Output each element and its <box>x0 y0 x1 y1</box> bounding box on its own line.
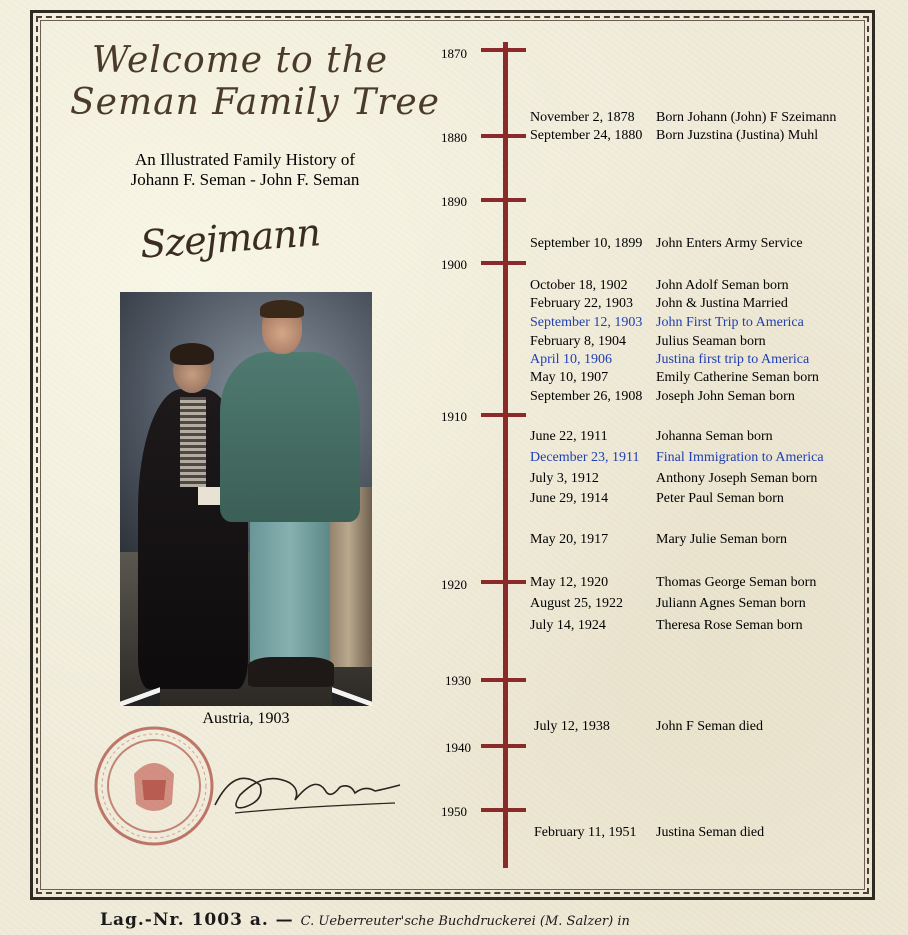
tick-1870 <box>481 48 526 52</box>
event-date: July 14, 1924 <box>530 618 606 633</box>
year-label: 1910 <box>441 409 467 424</box>
tick-1890 <box>481 198 526 202</box>
event-text-link[interactable]: Justina first trip to America <box>656 352 810 367</box>
title-line-1: Welcome to the <box>91 40 389 81</box>
tick-1940 <box>481 744 526 748</box>
event-text: John F Seman died <box>656 719 763 734</box>
event-date: June 22, 1911 <box>530 429 608 444</box>
wax-seal-stamp <box>90 722 218 850</box>
woman-lace <box>180 397 206 487</box>
event-date: May 10, 1907 <box>530 370 609 385</box>
event-text: John & Justina Married <box>656 296 788 311</box>
subtitle-line-2: Johann F. Seman - John F. Seman <box>130 170 360 189</box>
year-label: 1890 <box>441 194 467 209</box>
year-label: 1870 <box>441 46 467 61</box>
footer-main: Lag.-Nr. 1003 a. — <box>100 910 294 930</box>
event-text: Emily Catherine Seman born <box>656 370 819 385</box>
year-label: 1930 <box>445 673 471 688</box>
event-date: September 26, 1908 <box>530 389 643 404</box>
event-date: November 2, 1878 <box>530 110 635 125</box>
man-boots <box>248 657 334 687</box>
event-date: October 18, 1902 <box>530 278 628 293</box>
event-date: July 12, 1938 <box>534 719 610 734</box>
woman-book <box>198 487 222 505</box>
man-hair <box>260 300 304 318</box>
page-title <box>70 40 440 124</box>
tick-1910 <box>481 413 526 417</box>
photo-caption: Austria, 1903 <box>202 710 290 727</box>
subtitle <box>80 150 410 190</box>
footer-small: C. Ueberreuter'sche Buchdruckerei (M. Salzer) in <box>300 914 630 929</box>
tick-1900 <box>481 261 526 265</box>
year-label: 1880 <box>441 130 467 145</box>
event-text: Johanna Seman born <box>656 429 773 444</box>
event-date: July 3, 1912 <box>530 471 599 486</box>
tick-1950 <box>481 808 526 812</box>
event-text: Julius Seaman born <box>656 334 766 349</box>
photo-corner-left <box>120 686 160 706</box>
man-coat <box>220 352 360 522</box>
year-label: 1900 <box>441 257 467 272</box>
photo-corner-right <box>332 686 372 706</box>
family-photo <box>120 292 372 706</box>
event-date: September 10, 1899 <box>530 236 643 251</box>
tick-1920 <box>481 580 526 584</box>
man-pants <box>250 512 330 662</box>
year-label: 1920 <box>441 577 467 592</box>
event-date[interactable]: September 12, 1903 <box>530 315 643 330</box>
tick-1930 <box>481 678 526 682</box>
event-text: Born Juzstina (Justina) Muhl <box>656 128 819 143</box>
title-line-2: Seman Family Tree <box>70 82 440 123</box>
event-date: September 24, 1880 <box>530 128 643 143</box>
photo-man <box>220 302 360 692</box>
event-date[interactable]: December 23, 1911 <box>530 450 640 465</box>
event-text-link[interactable]: Final Immigration to America <box>656 450 824 465</box>
woman-hair <box>170 343 214 365</box>
event-date: May 12, 1920 <box>530 575 609 590</box>
event-text-link[interactable]: John First Trip to America <box>656 315 804 330</box>
event-date: February 8, 1904 <box>530 334 627 349</box>
event-text: Juliann Agnes Seman born <box>656 596 806 611</box>
handwritten-family-name: Szejmann <box>138 210 322 267</box>
event-date: February 11, 1951 <box>534 825 637 840</box>
subtitle-line-1: An Illustrated Family History of <box>134 150 356 169</box>
tick-1880 <box>481 134 526 138</box>
event-text: Theresa Rose Seman born <box>656 618 803 633</box>
event-text: Anthony Joseph Seman born <box>656 471 818 486</box>
event-text: Born Johann (John) F Szeimann <box>656 110 837 125</box>
event-date: May 20, 1917 <box>530 532 609 547</box>
event-text: John Adolf Seman born <box>656 278 789 293</box>
year-label: 1950 <box>441 804 467 819</box>
event-date: February 22, 1903 <box>530 296 634 311</box>
event-text: Justina Seman died <box>656 825 765 840</box>
event-text: Joseph John Seman born <box>656 389 795 404</box>
year-label: 1940 <box>445 740 471 755</box>
event-text: Peter Paul Seman born <box>656 491 784 506</box>
event-text: John Enters Army Service <box>656 236 803 251</box>
event-date: June 29, 1914 <box>530 491 609 506</box>
event-date[interactable]: April 10, 1906 <box>530 352 613 367</box>
printer-footer <box>0 902 908 935</box>
handwritten-signature <box>205 745 405 825</box>
event-date: August 25, 1922 <box>530 596 623 611</box>
event-text: Thomas George Seman born <box>656 575 817 590</box>
event-text: Mary Julie Seman born <box>656 532 788 547</box>
footer-text <box>100 910 630 930</box>
